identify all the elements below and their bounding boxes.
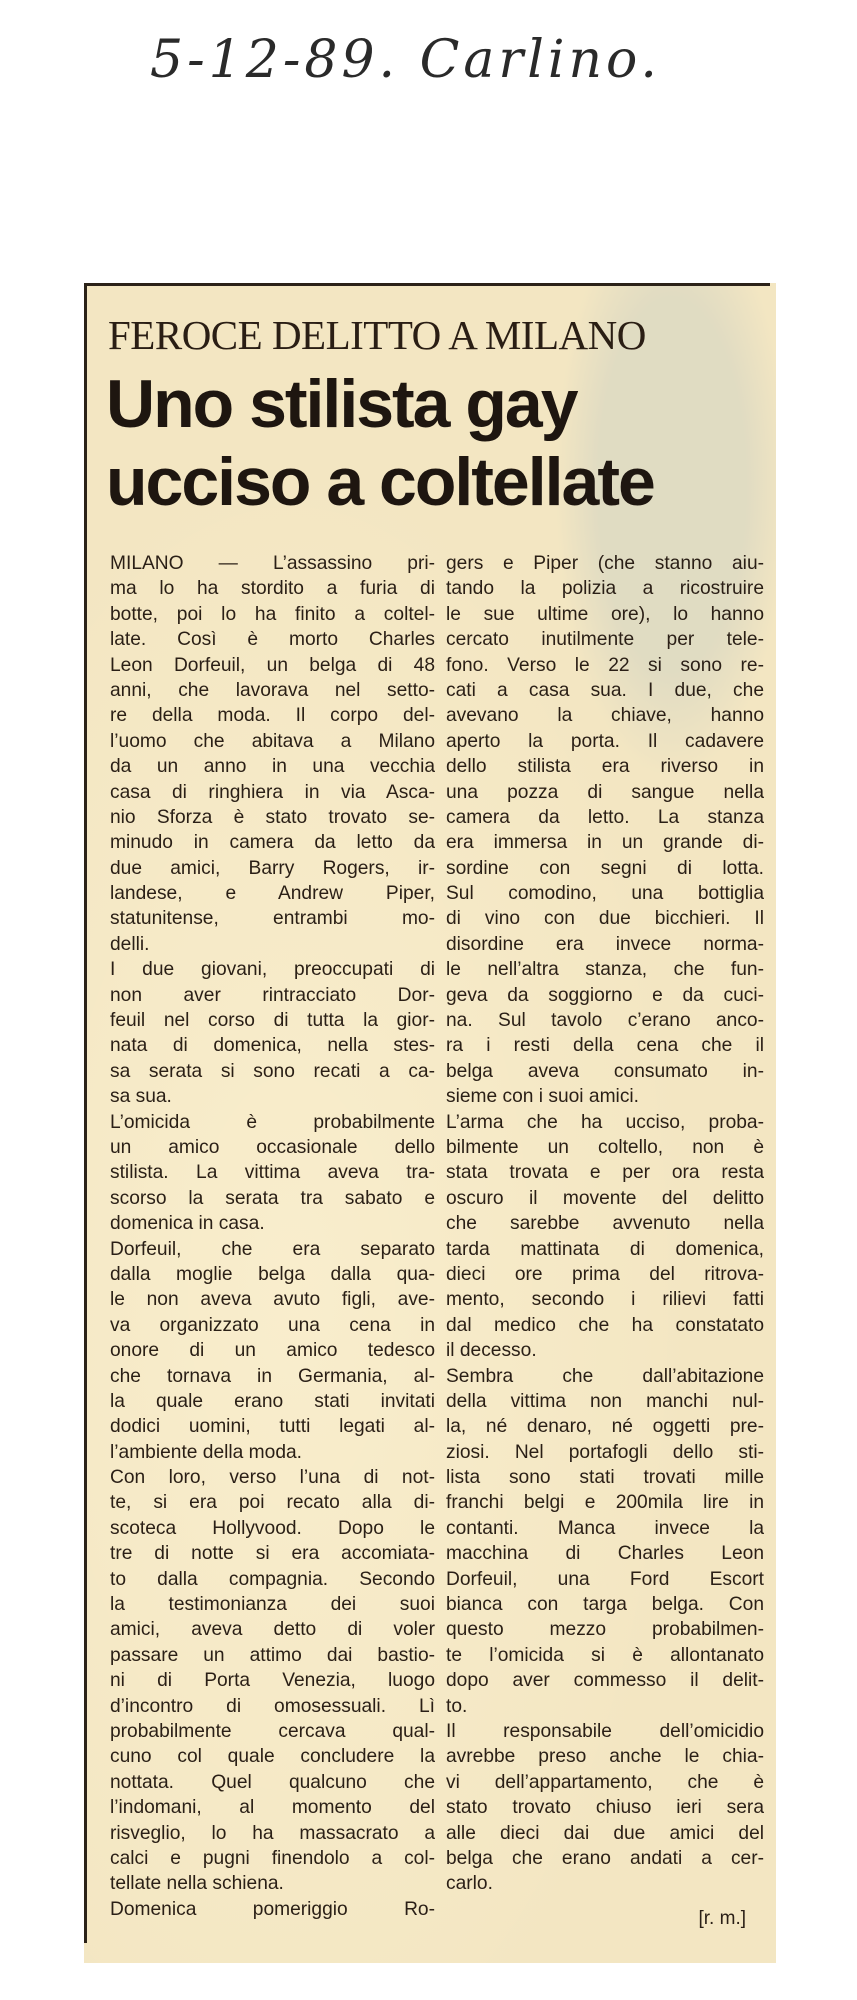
text-line: cati a casa sua. I due, che (446, 679, 764, 701)
text-line: macchina di Charles Leon (446, 1543, 764, 1565)
text-line: L’omicida è probabilmente (110, 1111, 435, 1133)
text-line: geva da soggiorno e da cuci- (446, 984, 764, 1006)
text-line: late. Così è morto Charles (110, 629, 435, 651)
text-line: una pozza di sangue nella (446, 781, 764, 803)
text-line: due amici, Barry Rogers, ir- (110, 857, 435, 879)
author-initials: [r. m.] (698, 1908, 746, 1929)
text-line: dal medico che ha constatato (446, 1314, 764, 1336)
text-line: dalla moglie belga dalla qua- (110, 1263, 435, 1285)
text-line: disordine era invece norma- (446, 933, 764, 955)
article-column-left (110, 551, 435, 1922)
text-line: contanti. Manca invece la (446, 1517, 764, 1539)
text-line: MILANO — L’assassino pri- (110, 553, 435, 574)
text-line: questo mezzo probabilmen- (446, 1619, 764, 1641)
text-line: ni di Porta Venezia, luogo (110, 1670, 435, 1692)
text-line: avrebbe preso anche le chia- (446, 1746, 764, 1768)
headline-line-1: Uno stilista gay (106, 366, 577, 442)
text-line: scoteca Hollyvood. Dopo le (110, 1517, 435, 1539)
text-line: la quale erano stati invitati (110, 1390, 435, 1412)
text-line: belga aveva consumato in- (446, 1060, 764, 1082)
text-line: botte, poi lo ha finito a coltel- (110, 603, 435, 625)
text-line: ma lo ha stordito a furia di (110, 578, 435, 600)
text-line: risveglio, lo ha massacrato a (110, 1822, 435, 1844)
text-line: nata di domenica, nella stes- (110, 1035, 435, 1057)
text-line: le nell’altra stanza, che fun- (446, 959, 764, 981)
text-line: avevano la chiave, hanno (446, 705, 764, 727)
text-line: probabilmente cercava qual- (110, 1720, 435, 1742)
text-line: l’indomani, al momento del (110, 1797, 435, 1819)
text-line: che sarebbe avvenuto nella (446, 1213, 764, 1235)
text-line: le sue ultime ore), lo hanno (446, 603, 764, 625)
text-line: sa serata si sono recati a ca- (110, 1060, 435, 1082)
text-line: la, né denaro, né oggetti pre- (446, 1416, 764, 1438)
text-line: alle dieci dai due amici del (446, 1822, 764, 1844)
text-line: Domenica pomeriggio Ro- (110, 1898, 435, 1920)
text-line: le non aveva avuto figli, ave- (110, 1289, 435, 1311)
text-line: non aver rintracciato Dor- (110, 984, 435, 1006)
text-line: to dalla compagnia. Secondo (110, 1568, 435, 1590)
text-line: cercato inutilmente per tele- (446, 629, 764, 651)
text-line: passare un attimo dai bastio- (110, 1644, 435, 1666)
text-line: va organizzato una cena in (110, 1314, 435, 1336)
text-line: anni, che lavorava nel setto- (110, 679, 435, 701)
text-line: aperto la porta. Il cadavere (446, 730, 764, 752)
top-border-rule (84, 283, 770, 286)
text-line: tarda mattinata di domenica, (446, 1238, 764, 1260)
text-line: bilmente un coltello, non è (446, 1136, 764, 1158)
text-line: stata trovata e per ora resta (446, 1162, 764, 1184)
text-line: Sul comodino, una bottiglia (446, 883, 764, 905)
text-line: camera da letto. La stanza (446, 806, 764, 828)
text-line: mento, secondo i rilievi fatti (446, 1289, 764, 1311)
text-line: tre di notte si era accomiata- (110, 1543, 435, 1565)
text-line: te, si era poi recato alla di- (110, 1492, 435, 1514)
text-line: la testimonianza dei suoi (110, 1594, 435, 1616)
left-border-rule (84, 283, 87, 1943)
text-line: l’uomo che abitava a Milano (110, 730, 435, 752)
text-line: re della moda. Il corpo del- (110, 705, 435, 727)
text-line: dodici uomini, tutti legati al- (110, 1416, 435, 1438)
text-line: scorso la serata tra sabato e (110, 1187, 435, 1209)
text-line: I due giovani, preoccupati di (110, 959, 435, 981)
text-line: Dorfeuil, che era separato (110, 1238, 435, 1260)
text-line: fono. Verso le 22 si sono re- (446, 654, 764, 676)
text-line: sa sua. (110, 1086, 172, 1108)
text-line: da un anno in una vecchia (110, 756, 435, 778)
text-line: landese, e Andrew Piper, (110, 883, 435, 905)
text-line: il decesso. (446, 1340, 537, 1362)
article-column-right (446, 551, 764, 1897)
text-line: Dorfeuil, una Ford Escort (446, 1568, 764, 1590)
text-line: di vino con due bicchieri. Il (446, 908, 764, 930)
handwritten-source: Carlino. (419, 30, 661, 90)
text-line: Il responsabile dell’omicidio (446, 1720, 764, 1742)
text-line: feuil nel corso di tutta la gior- (110, 1010, 435, 1032)
text-line: sordine con segni di lotta. (446, 857, 764, 879)
text-line: nio Sforza è stato trovato se- (110, 806, 435, 828)
text-line: oscuro il movente del delitto (446, 1187, 764, 1209)
text-line: stilista. La vittima aveva tra- (110, 1162, 435, 1184)
text-line: che tornava in Germania, al- (110, 1365, 435, 1387)
text-line: ziosi. Nel portafogli dello sti- (446, 1441, 764, 1463)
text-line: delli. (110, 933, 150, 955)
text-line: dopo aver commesso il delit- (446, 1670, 764, 1692)
text-line: era immersa in un grande di- (446, 832, 764, 854)
text-line: Sembra che dall’abitazione (446, 1365, 764, 1387)
article-headline (106, 365, 654, 521)
text-line: domenica in casa. (110, 1213, 265, 1235)
text-line: un amico occasionale dello (110, 1136, 435, 1158)
text-line: dello stilista era riverso in (446, 756, 764, 778)
text-line: bianca con targa belga. Con (446, 1594, 764, 1616)
text-line: tando la polizia a ricostruire (446, 578, 764, 600)
newspaper-clipping (84, 283, 776, 1963)
text-line: onore di un amico tedesco (110, 1340, 435, 1362)
text-line: d’incontro di omosessuali. Lì (110, 1695, 435, 1717)
text-line: Leon Dorfeuil, un belga di 48 (110, 654, 435, 676)
text-line: calci e pugni finendolo a col- (110, 1847, 435, 1869)
text-line: te l’omicida si è allontanato (446, 1644, 764, 1666)
text-line: cuno col quale concludere la (110, 1746, 435, 1768)
headline-line-2: ucciso a coltellate (106, 444, 654, 520)
text-line: carlo. (446, 1873, 493, 1895)
text-line: minudo in camera da letto da (110, 832, 435, 854)
text-line: Con loro, verso l’una di not- (110, 1467, 435, 1489)
text-line: casa di ringhiera in via Asca- (110, 781, 435, 803)
text-line: gers e Piper (che stanno aiu- (446, 553, 764, 574)
handwritten-annotation (150, 30, 661, 90)
text-line: della vittima non manchi nul- (446, 1390, 764, 1412)
text-line: stato trovato chiuso ieri sera (446, 1797, 764, 1819)
text-line: lista sono stati trovati mille (446, 1467, 764, 1489)
text-line: vi dell’appartamento, che è (446, 1771, 764, 1793)
text-line: franchi belgi e 200mila lire in (446, 1492, 764, 1514)
text-line: sieme con i suoi amici. (446, 1086, 640, 1108)
text-line: belga che erano andati a cer- (446, 1847, 764, 1869)
text-line: tellate nella schiena. (110, 1873, 284, 1895)
text-line: statunitense, entrambi mo- (110, 908, 435, 930)
text-line: ra i resti della cena che il (446, 1035, 764, 1057)
article-kicker: FEROCE DELITTO A MILANO (108, 312, 646, 358)
text-line: dieci ore prima del ritrova- (446, 1263, 764, 1285)
text-line: na. Sul tavolo c’erano anco- (446, 1010, 764, 1032)
handwritten-date: 5-12-89. (150, 30, 400, 90)
text-line: amici, aveva detto di voler (110, 1619, 435, 1641)
text-line: L’arma che ha ucciso, proba- (446, 1111, 764, 1133)
text-line: nottata. Quel qualcuno che (110, 1771, 435, 1793)
text-line: to. (446, 1695, 468, 1717)
text-line: l’ambiente della moda. (110, 1441, 302, 1463)
